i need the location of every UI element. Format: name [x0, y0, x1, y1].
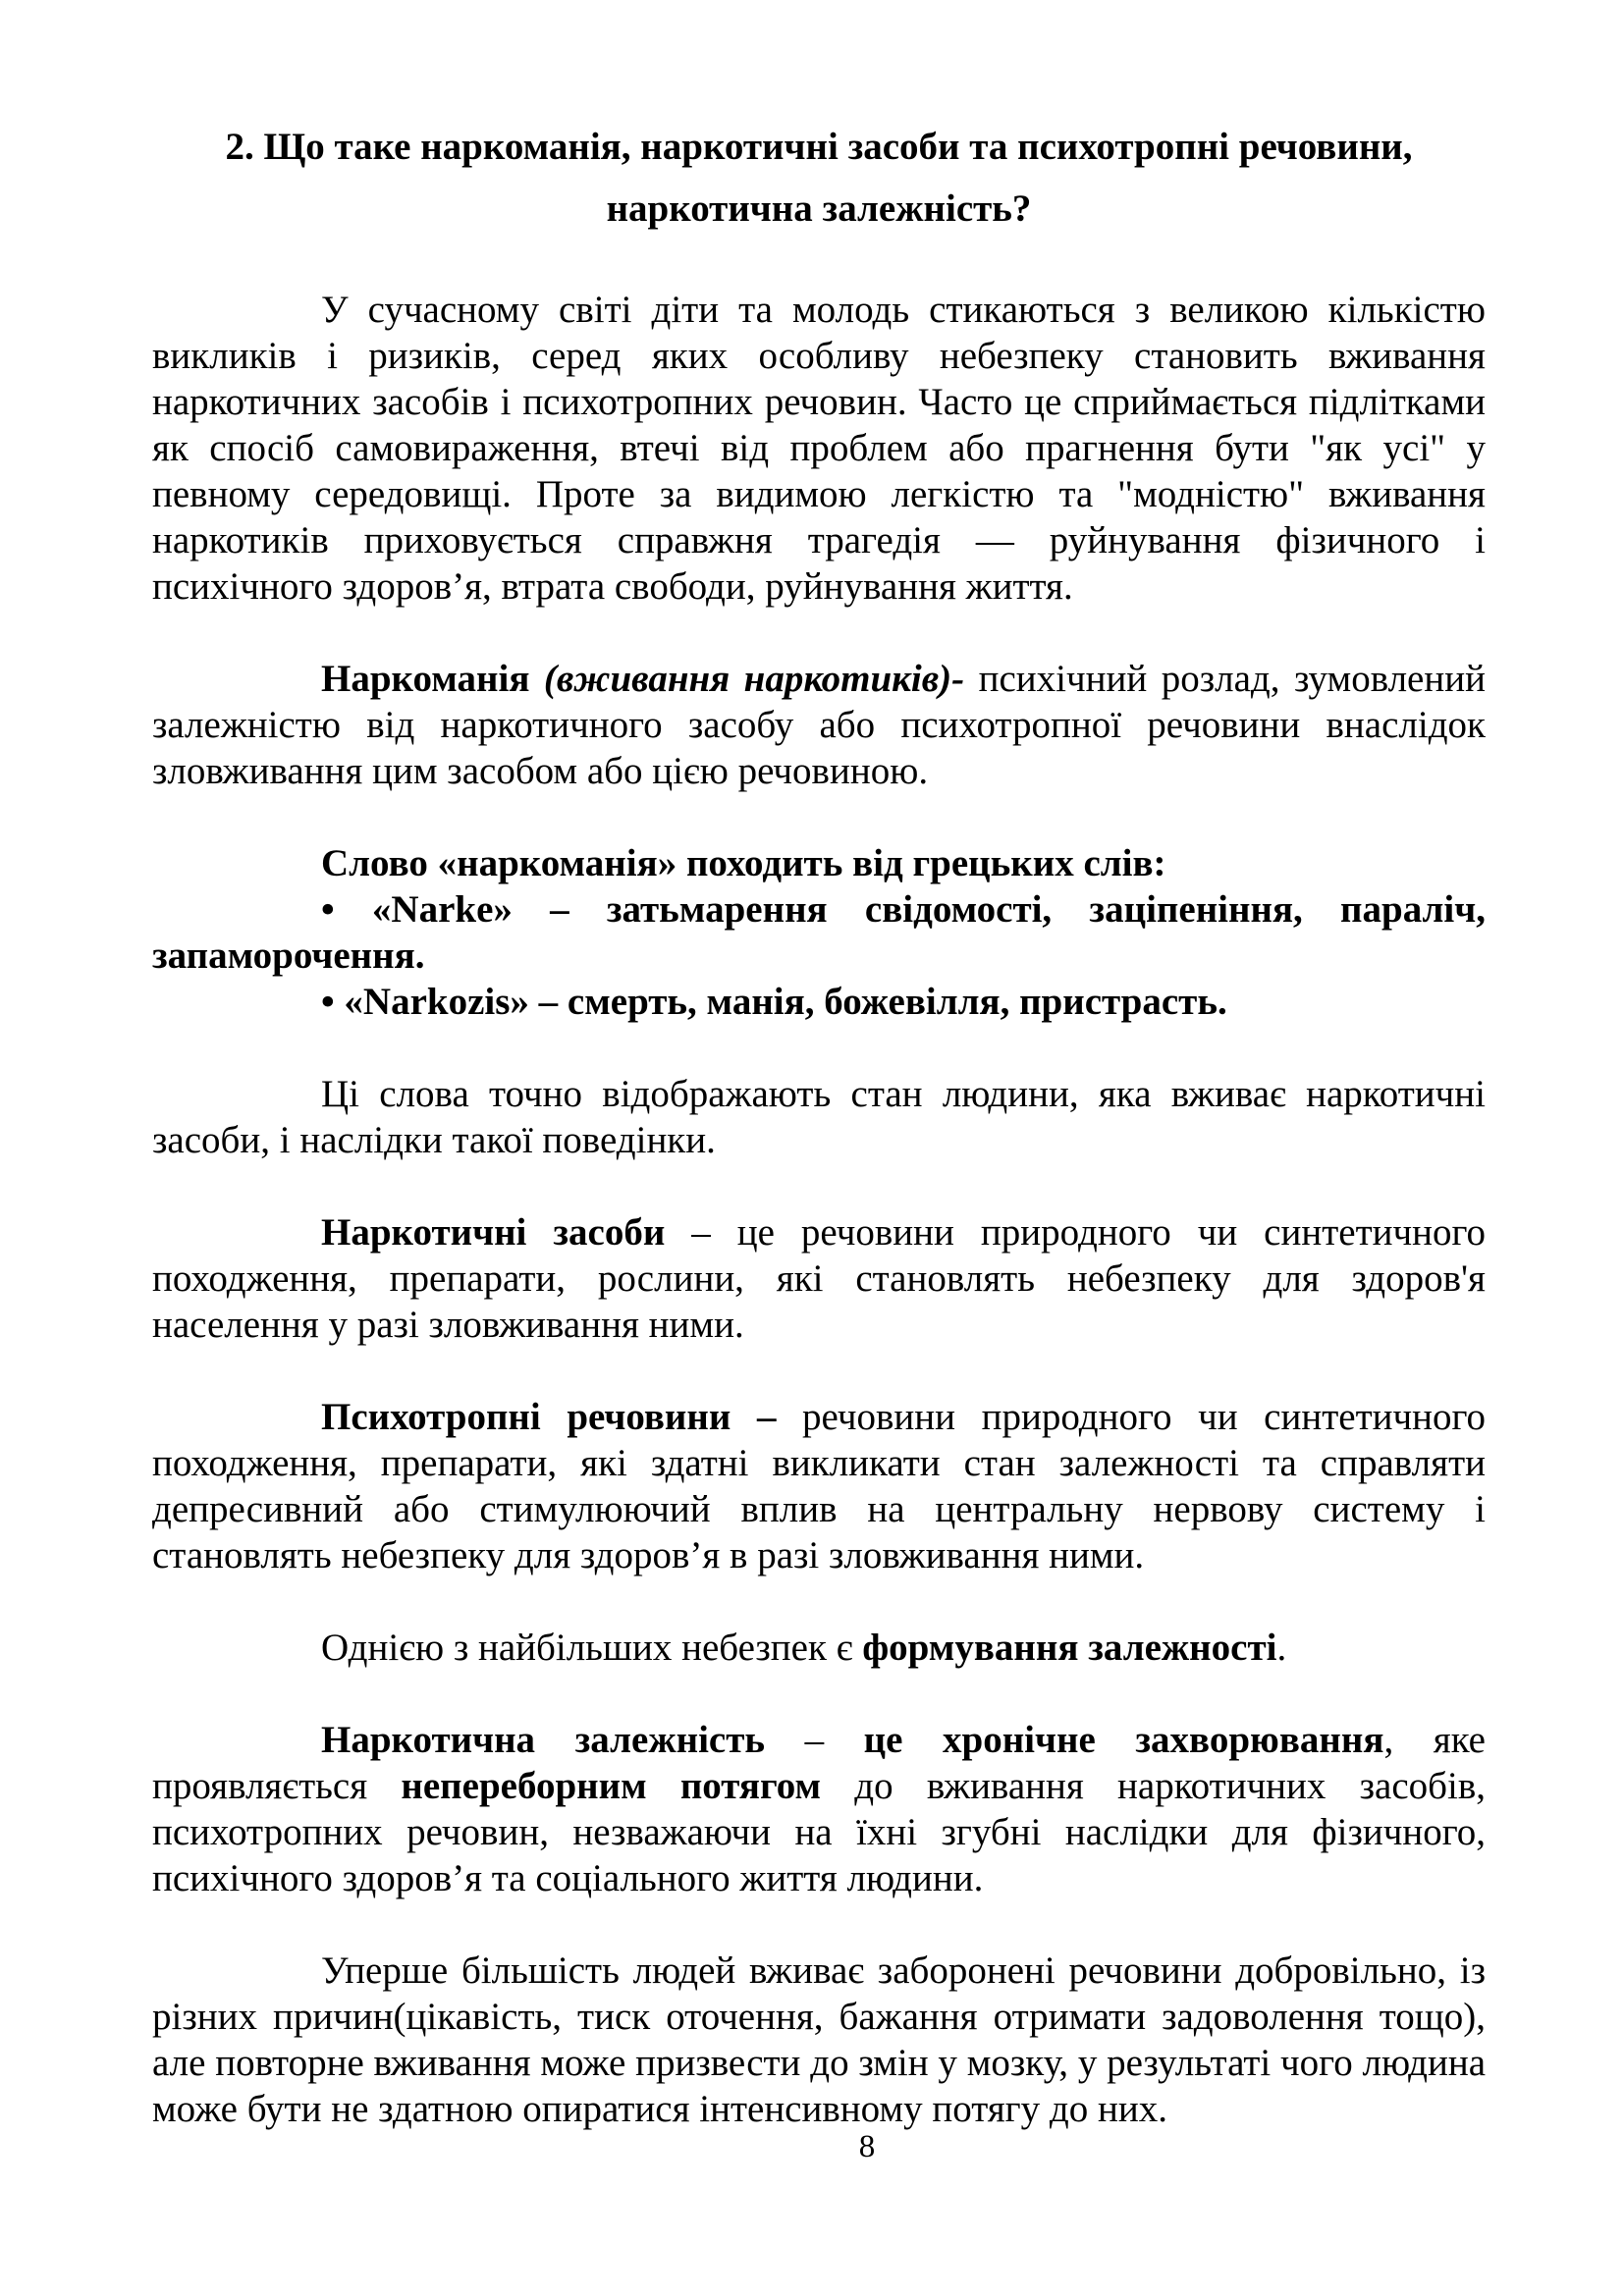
- first-use-paragraph: [152, 1948, 1486, 2132]
- text-segment: формування залежності: [862, 1627, 1277, 1669]
- definition-narkotychni-zasoby: [152, 1209, 1486, 1348]
- definition-narkotychna-zalezhnist: [152, 1717, 1486, 1901]
- words-reflect-paragraph: [152, 1071, 1486, 1163]
- text-segment: Наркотична залежність: [321, 1719, 766, 1761]
- text-segment: Наркоманія: [321, 658, 544, 700]
- page-title: 2. Що таке наркоманія, наркотичні засоби та психотропні речовини, наркотична залежність?: [225, 126, 1413, 230]
- text-segment: Наркотичні засоби: [321, 1211, 666, 1254]
- text-segment: це хронічне захворювання: [863, 1719, 1384, 1761]
- definition-narkomania: [152, 656, 1486, 794]
- text-segment: непереборним потягом: [401, 1765, 822, 1807]
- text-segment: – це речовини природного чи синтетичного походження, препарати, рослини, які становлять небезпеку для здоров'я населення у разі зловживання ними.: [152, 1211, 1486, 1346]
- text-segment: • «Narkozis» – смерть, манія, божевілля, пристрасть.: [321, 981, 1227, 1023]
- text-segment: психічний розлад, зумовлений залежністю від наркотичного засобу або психотропної речовини внаслідок зловживання цим засобом або цією речовиною.: [152, 658, 1486, 792]
- text-segment: .: [1276, 1627, 1287, 1669]
- text-segment: Ці слова точно відображають стан людини, яка вживає наркотичні засоби, і наслідки такої поведінки.: [152, 1073, 1486, 1161]
- page-number: 8: [858, 2129, 876, 2164]
- document-paragraphs: [152, 287, 1486, 2132]
- definition-psykhotropni-rechovyny: [152, 1394, 1486, 1578]
- text-segment: Уперше більшість людей вживає заборонені речовини добровільно, із різних причин(цікавість, тиск оточення, бажання отримати задоволення тощо), але повторне вживання може призвести до змін у мозку, у результаті чого людина може бути не здатною опиратися інтенсивному потягу до них.: [152, 1949, 1486, 2130]
- text-segment: , яке проявляється: [152, 1719, 1486, 1807]
- text-segment: (вживання наркотиків)-: [543, 658, 965, 700]
- intro-paragraph: [152, 287, 1486, 610]
- bullet-narke: [152, 886, 1486, 979]
- bullet-narkozis: [152, 979, 1486, 1025]
- text-segment: –: [765, 1719, 864, 1761]
- text-segment: речовини природного чи синтетичного походження, препарати, які здатні викликати стан залежності та справляти депресивний або стимулюючий вплив на центральну нервову систему і становлять небезпеку для здоров’я в разі зловживання ними.: [152, 1396, 1486, 1576]
- text-segment: • «Narke» – затьмарення свідомості, заціпеніння, параліч, запаморочення.: [152, 888, 1486, 977]
- text-segment: Психотропні речовини –: [321, 1396, 803, 1438]
- text-segment: до вживання наркотичних засобів, психотропних речовин, незважаючи на їхні згубні наслідки для фізичного, психічного здоров’я та соціального життя людини.: [152, 1765, 1486, 1899]
- text-segment: Слово «наркоманія» походить від грецьких слів:: [321, 842, 1166, 884]
- text-segment: У сучасному світі діти та молодь стикаються з великою кількістю викликів і ризиків, серед яких особливу небезпеку становить вживання наркотичних засобів і психотропних речовин. Часто це сприймається підлітками як спосіб самовираження, втечі від проблем або прагнення бути "як усі" у певному середовищі. Проте за видимою легкістю та "модністю" вживання наркотиків приховується справжня трагедія — руйнування фізичного і психічного здоров’я, втрата свободи, руйнування життя.: [152, 289, 1486, 608]
- text-segment: Однією з найбільших небезпек є: [321, 1627, 863, 1669]
- greek-origin-intro: [152, 840, 1486, 886]
- biggest-danger-paragraph: [152, 1625, 1486, 1671]
